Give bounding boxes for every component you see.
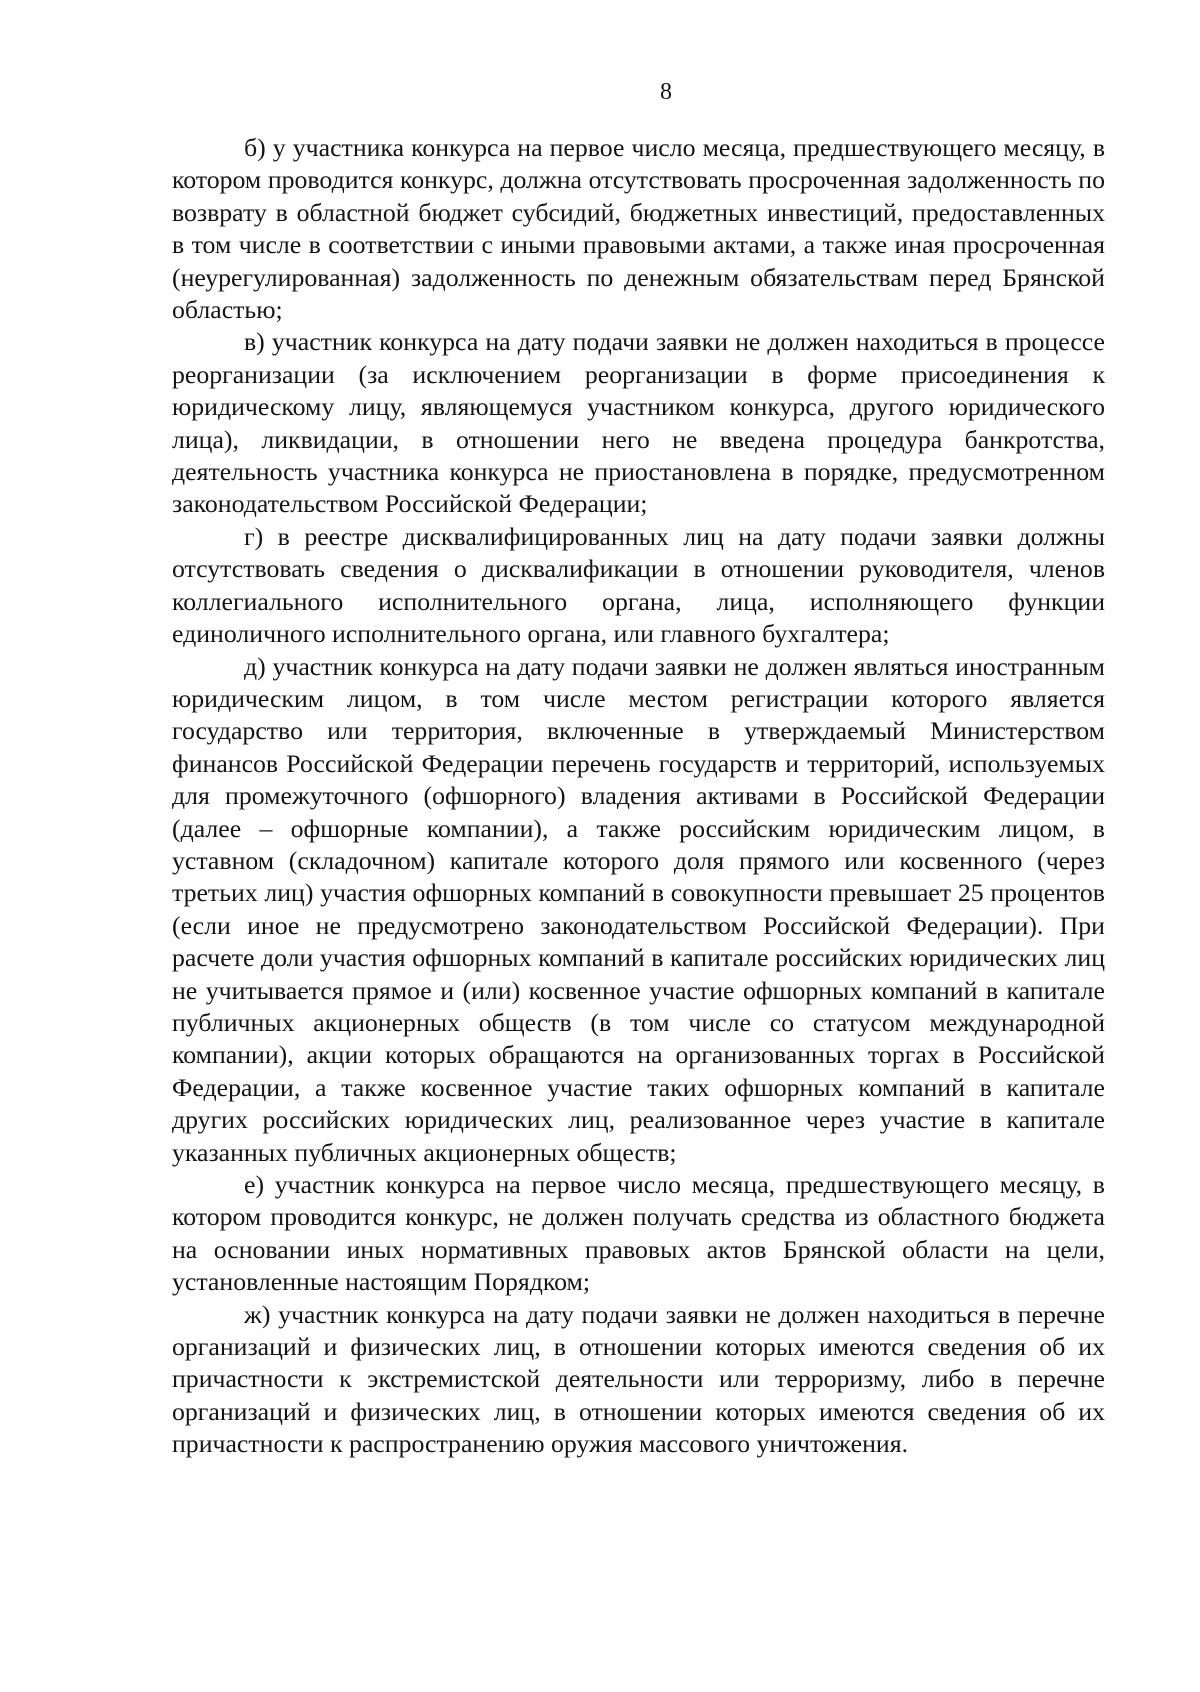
paragraph-v: в) участник конкурса на дату подачи заявки не должен находиться в процессе реорганизации (за исключением реорганизации в форме присоединения к юридическому лицу, являющемуся участником конкурса, другого юридического лица), ликвидации, в отношении него не введена процедура банкротства, деятельность участника конкурса не приостановлена в порядке, предусмотренном законодательством Российской Федерации; bbox=[172, 327, 1105, 519]
paragraph-zh: ж) участник конкурса на дату подачи заявки не должен находиться в перечне организаций и физических лиц, в отношении которых имеются сведения об их причастности к экстремистской деятельности или терроризму, либо в перечне организаций и физических лиц, в отношении которых имеются сведения об их причастности к распространению оружия массового уничтожения. bbox=[172, 1299, 1105, 1459]
paragraph-g: г) в реестре дисквалифицированных лиц на дату подачи заявки должны отсутствовать сведения о дисквалификации в отношении руководителя, членов коллегиального исполнительного органа, лица, исполняющего функции единоличного исполнительного органа, или главного бухгалтера; bbox=[172, 521, 1105, 649]
paragraph-b: б) у участника конкурса на первое число месяца, предшествующего месяцу, в котором проводится конкурс, должна отсутствовать просроченная задолженность по возврату в областной бюджет субсидий, бюджетных инвестиций, предоставленных в том числе в соответствии с иными правовыми актами, а также иная просроченная (неурегулированная) задолженность по денежным обязательствам перед Брянской областью; bbox=[172, 133, 1105, 325]
page-number: 8 bbox=[660, 79, 672, 105]
paragraph-d: д) участник конкурса на дату подачи заявки не должен являться иностранным юридическим лицом, в том числе местом регистрации которого является государство или территория, включенные в утверждаемый Министерством финансов Российской Федерации перечень государств и территорий, используемых для промежуточного (офшорного) владения активами в Российской Федерации (далее – офшорные компании), а также российским юридическим лицом, в уставном (складочном) капитале которого доля прямого или косвенного (через третьих лиц) участия офшорных компаний в совокупности превышает 25 процентов (если иное не предусмотрено законодательством Российской Федерации). При расчете доли участия офшорных компаний в капитале российских юридических лиц не учитывается прямое и (или) косвенное участие офшорных компаний в капитале публичных акционерных обществ (в том числе со статусом международной компании), акции которых обращаются на организованных торгах в Российской Федерации, а также косвенное участие таких офшорных компаний в капитале других российских юридических лиц, реализованное через участие в капитале указанных публичных акционерных обществ; bbox=[172, 651, 1105, 1167]
document-body bbox=[172, 132, 1105, 1461]
paragraph-e: е) участник конкурса на первое число месяца, предшествующего месяцу, в котором проводится конкурс, не должен получать средства из областного бюджета на основании иных нормативных правовых актов Брянской области на цели, установленные настоящим Порядком; bbox=[172, 1170, 1105, 1297]
